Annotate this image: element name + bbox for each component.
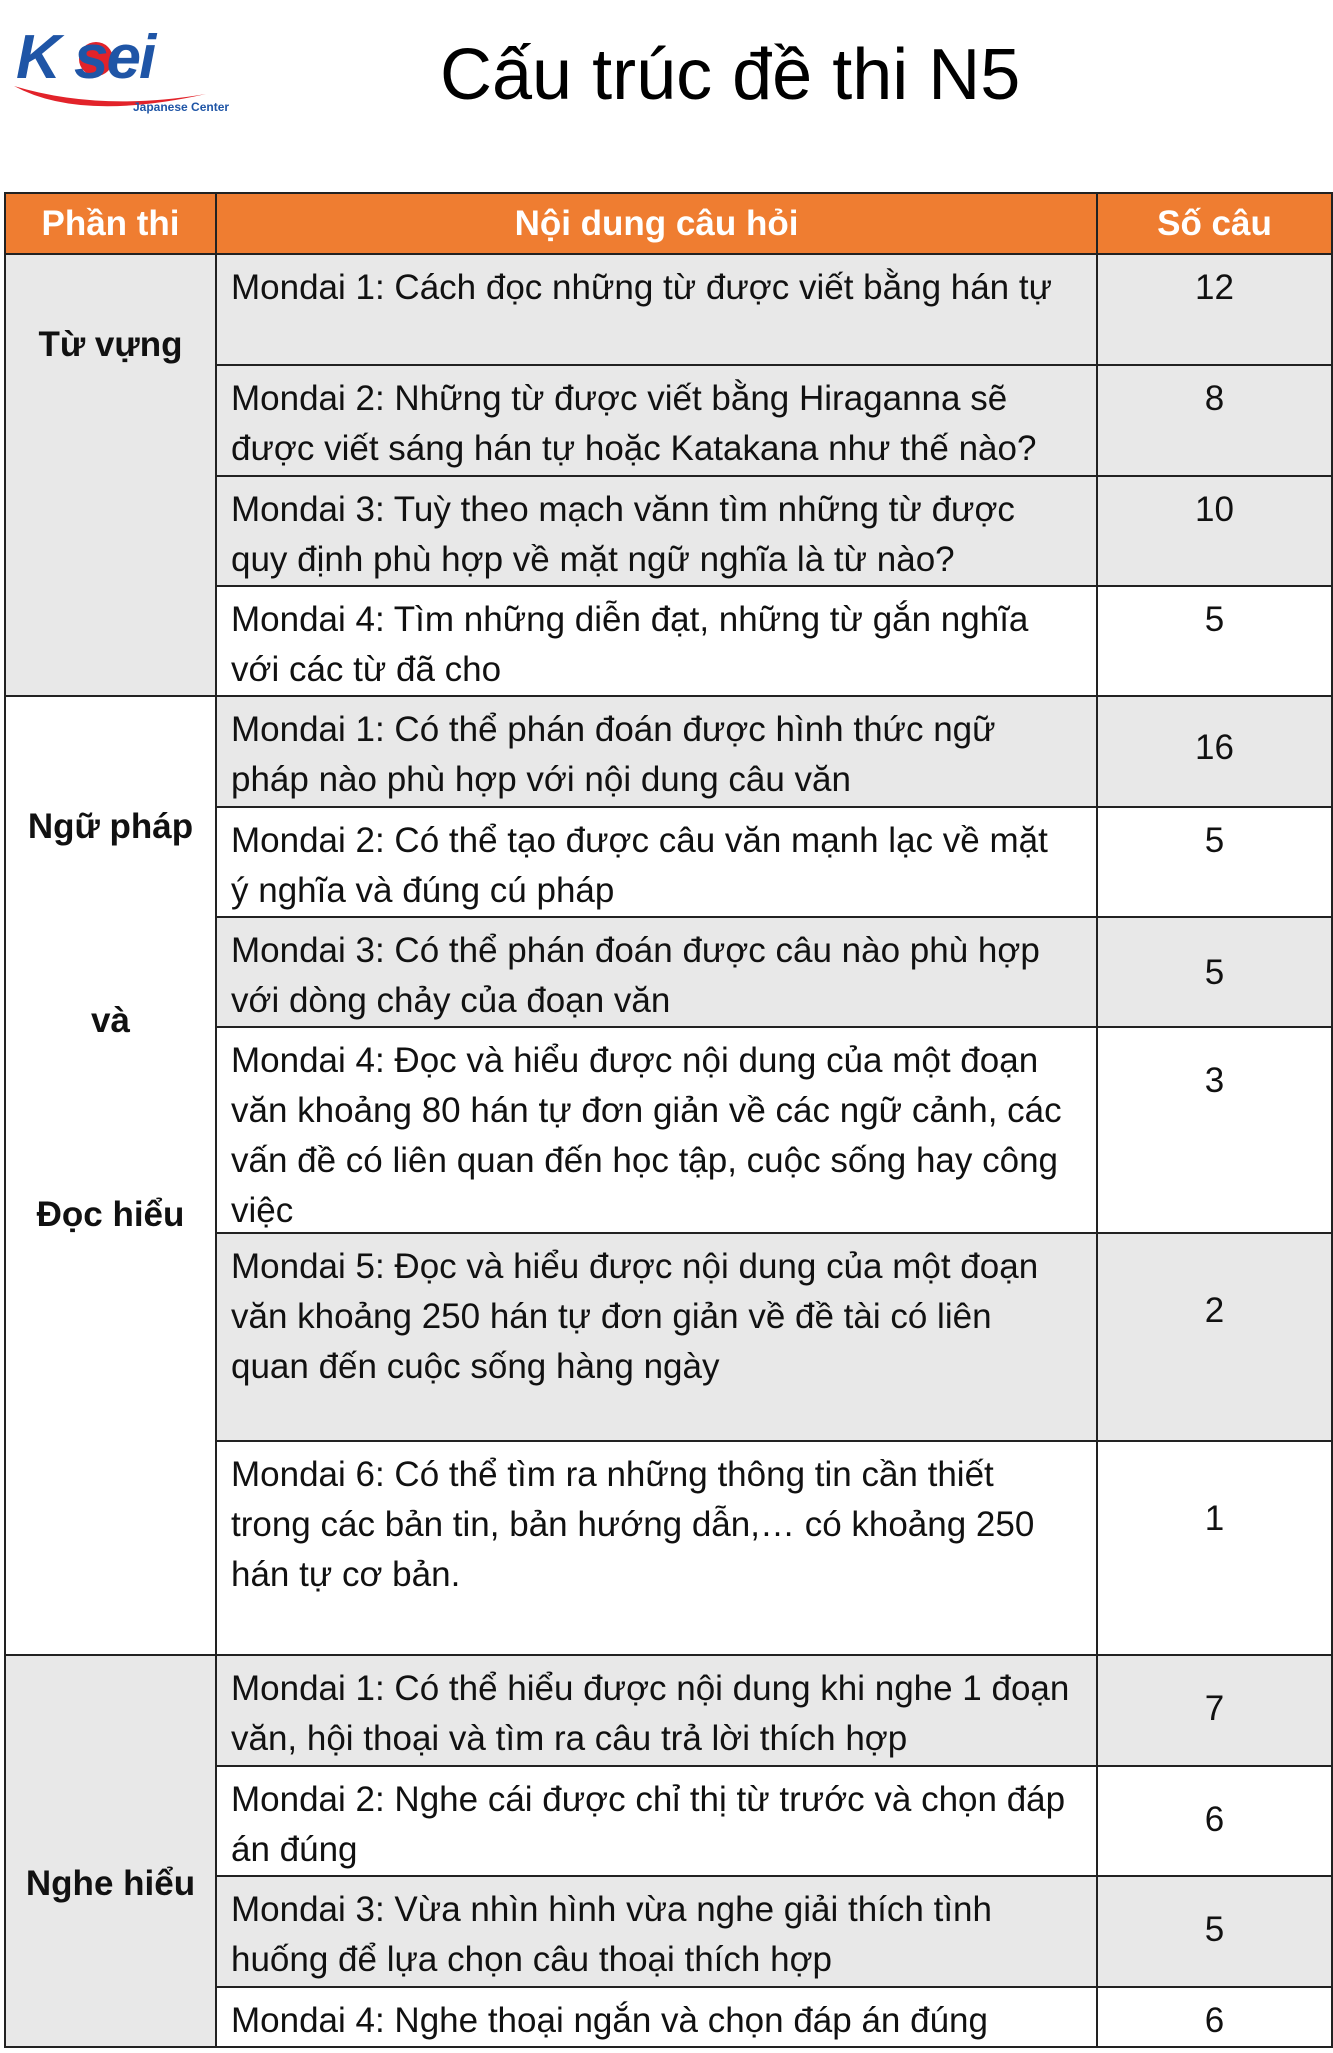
- table-row-question: Mondai 1: Có thể hiểu được nội dung khi nghe 1 đoạn văn, hội thoại và tìm ra câu trả lời thích hợp: [217, 1656, 1098, 1767]
- table-row-question: Mondai 3: Có thể phán đoán được câu nào phù hợp với dòng chảy của đoạn văn: [217, 918, 1098, 1028]
- table-row-question: Mondai 2: Những từ được viết bằng Hiraganna sẽ được viết sáng hán tự hoặc Katakana như thế nào?: [217, 366, 1098, 477]
- table-row-count: 5: [1098, 1877, 1331, 1988]
- section-label: Đọc hiểu: [36, 1195, 185, 1234]
- table-row-count: 2: [1098, 1234, 1331, 1442]
- table-row-question: Mondai 6: Có thể tìm ra những thông tin cần thiết trong các bản tin, bản hướng dẫn,… có khoảng 250 hán tự cơ bản.: [217, 1442, 1098, 1656]
- table-row-count: 10: [1098, 477, 1331, 587]
- section-label: Ngữ pháp: [27, 807, 194, 846]
- table-row-count: 5: [1098, 918, 1331, 1028]
- table-row-count: 8: [1098, 366, 1331, 477]
- table-row-question: Mondai 5: Đọc và hiểu được nội dung của một đoạn văn khoảng 250 hán tự đơn giản về đề tài có liên quan đến cuộc sống hàng ngày: [217, 1234, 1098, 1442]
- table-row-question: Mondai 2: Có thể tạo được câu văn mạnh lạc về mặt ý nghĩa và đúng cú pháp: [217, 808, 1098, 918]
- table-row-question: Mondai 4: Nghe thoại ngắn và chọn đáp án đúng: [217, 1988, 1098, 2046]
- table-row-question: Mondai 3: Tuỳ theo mạch vănn tìm những từ được quy định phù hợp về mặt ngữ nghĩa là từ nào?: [217, 477, 1098, 587]
- table-row-count: 6: [1098, 1767, 1331, 1877]
- section-label: Nghe hiểu: [25, 1864, 196, 1903]
- table-row-question: Mondai 1: Cách đọc những từ được viết bằng hán tự: [217, 255, 1098, 366]
- exam-structure-table: [4, 192, 1333, 2048]
- table-row-question: Mondai 1: Có thể phán đoán được hình thức ngữ pháp nào phù hợp với nội dung câu văn: [217, 697, 1098, 808]
- header-content: Nội dung câu hỏi: [217, 194, 1098, 255]
- logo-subtitle: Japanese Center: [133, 100, 230, 114]
- logo-brand: K sei: [16, 23, 155, 92]
- section-vocabulary: [6, 255, 217, 697]
- table-row-count: 6: [1098, 1988, 1331, 2046]
- table-row-count: 1: [1098, 1442, 1331, 1656]
- table-row-count: 7: [1098, 1656, 1331, 1767]
- table-row-count: 16: [1098, 697, 1331, 808]
- table-row-question: Mondai 4: Tìm những diễn đạt, những từ gắn nghĩa với các từ đã cho: [217, 587, 1098, 697]
- section-listening: [6, 1656, 217, 2046]
- table-row-count: 5: [1098, 808, 1331, 918]
- header-section: Phần thi: [6, 194, 217, 255]
- table-row-question: Mondai 4: Đọc và hiểu được nội dung của một đoạn văn khoảng 80 hán tự đơn giản về các ngữ cảnh, các vấn đề có liên quan đến học tập, cuộc sống hay công việc: [217, 1028, 1098, 1234]
- table-row-count: 5: [1098, 587, 1331, 697]
- page-title: Cấu trúc đề thi N5: [440, 35, 1021, 115]
- section-label: và: [91, 1001, 130, 1040]
- section-label: Từ vựng: [38, 325, 183, 364]
- table-row-question: Mondai 2: Nghe cái được chỉ thị từ trước và chọn đáp án đúng: [217, 1767, 1098, 1877]
- table-row-question: Mondai 3: Vừa nhìn hình vừa nghe giải thích tình huống để lựa chọn câu thoại thích hợp: [217, 1877, 1098, 1988]
- kosei-logo: [10, 14, 230, 119]
- section-grammar-reading: [6, 697, 217, 1656]
- table-row-count: 12: [1098, 255, 1331, 366]
- table-row-count: 3: [1098, 1028, 1331, 1234]
- header-count: Số câu: [1098, 194, 1331, 255]
